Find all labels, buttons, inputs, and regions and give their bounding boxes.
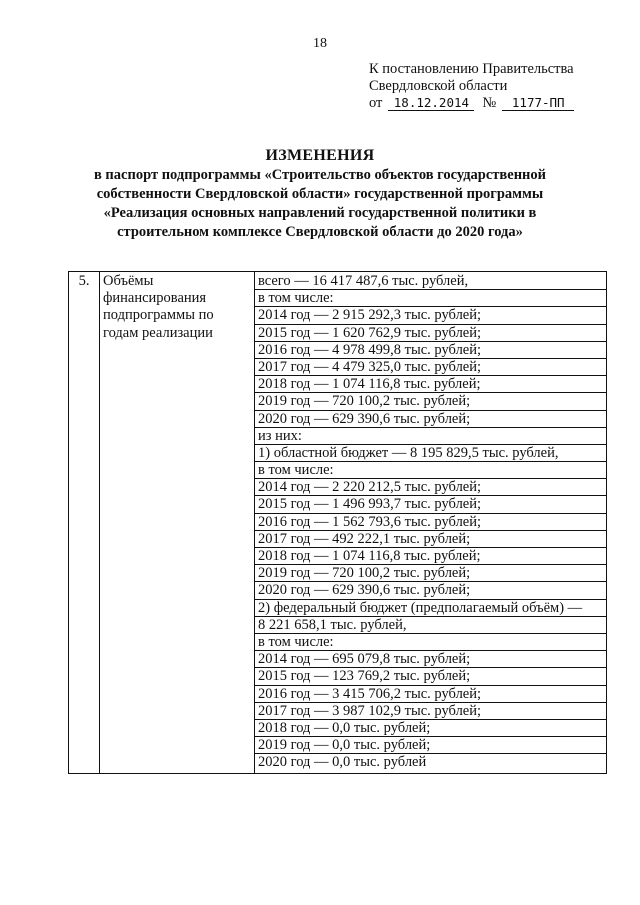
attachment-date-number-line [369,95,574,112]
value-line: 2018 год — 1 074 116,8 тыс. рублей; [255,376,606,393]
value-line: 1) областной бюджет — 8 195 829,5 тыс. рублей, [255,445,606,462]
row-number-cell: 5. [69,272,100,773]
number-sign: № [482,95,497,111]
attachment-header [369,61,574,112]
value-line: всего — 16 417 487,6 тыс. рублей, [255,273,606,290]
value-line: 2018 год — 0,0 тыс. рублей; [255,720,606,737]
value-line: 2016 год — 4 978 499,8 тыс. рублей; [255,342,606,359]
value-line: 2020 год — 0,0 тыс. рублей [258,754,427,771]
label-line: подпрограммы по [103,307,214,324]
value-line: 2015 год — 1 620 762,9 тыс. рублей; [255,325,606,342]
label-line: годам реализации [103,324,213,341]
document-subtitle [60,166,580,242]
subtitle-line: в паспорт подпрограммы «Строительство объектов государственной [93,167,547,183]
financing-table [68,271,607,774]
value-line: 2015 год — 123 769,2 тыс. рублей; [255,668,606,685]
resolution-date: 18.12.2014 [388,96,474,111]
value-line: 2014 год — 2 915 292,3 тыс. рублей; [255,307,606,324]
value-line: 2014 год — 2 220 212,5 тыс. рублей; [255,479,606,496]
value-line: 2018 год — 1 074 116,8 тыс. рублей; [255,548,606,565]
value-line: 2) федеральный бюджет (предполагаемый объём) — [255,600,606,617]
attachment-line-2: Свердловской области [369,78,508,94]
value-line: 2015 год — 1 496 993,7 тыс. рублей; [255,496,606,513]
values-cell [255,272,606,774]
value-line: в том числе: [255,290,606,307]
value-line: в том числе: [255,634,606,651]
label-line: финансирования [103,290,207,307]
value-line: 2017 год — 3 987 102,9 тыс. рублей; [255,703,606,720]
value-line: 2020 год — 629 390,6 тыс. рублей; [255,411,606,428]
value-line: в том числе: [255,462,606,479]
document-title: ИЗМЕНЕНИЯ [265,147,375,164]
value-line: 8 221 658,1 тыс. рублей, [255,617,606,634]
value-line: 2017 год — 4 479 325,0 тыс. рублей; [255,359,606,376]
page-number: 18 [313,36,327,51]
value-line: из них: [255,428,606,445]
subtitle-line: строительном комплексе Свердловской области до 2020 года» [117,224,523,240]
value-line: 2020 год — 629 390,6 тыс. рублей; [255,582,606,599]
attachment-line-1: К постановлению Правительства [369,61,574,77]
subtitle-line: собственности Свердловской области» государственной программы [96,186,544,202]
resolution-number: 1177-ПП [502,96,574,111]
value-line: 2019 год — 720 100,2 тыс. рублей; [255,393,606,410]
value-line: 2019 год — 0,0 тыс. рублей; [255,737,606,754]
value-line: 2019 год — 720 100,2 тыс. рублей; [255,565,606,582]
value-line: 2016 год — 3 415 706,2 тыс. рублей; [255,686,606,703]
label-line: Объёмы [103,273,154,289]
value-line: 2017 год — 492 222,1 тыс. рублей; [255,531,606,548]
value-line: 2014 год — 695 079,8 тыс. рублей; [255,651,606,668]
value-line: 2016 год — 1 562 793,6 тыс. рублей; [255,514,606,531]
subtitle-line: «Реализация основных направлений государственной политики в [103,205,537,221]
from-label: от [369,95,383,111]
row-label-cell [100,272,255,773]
